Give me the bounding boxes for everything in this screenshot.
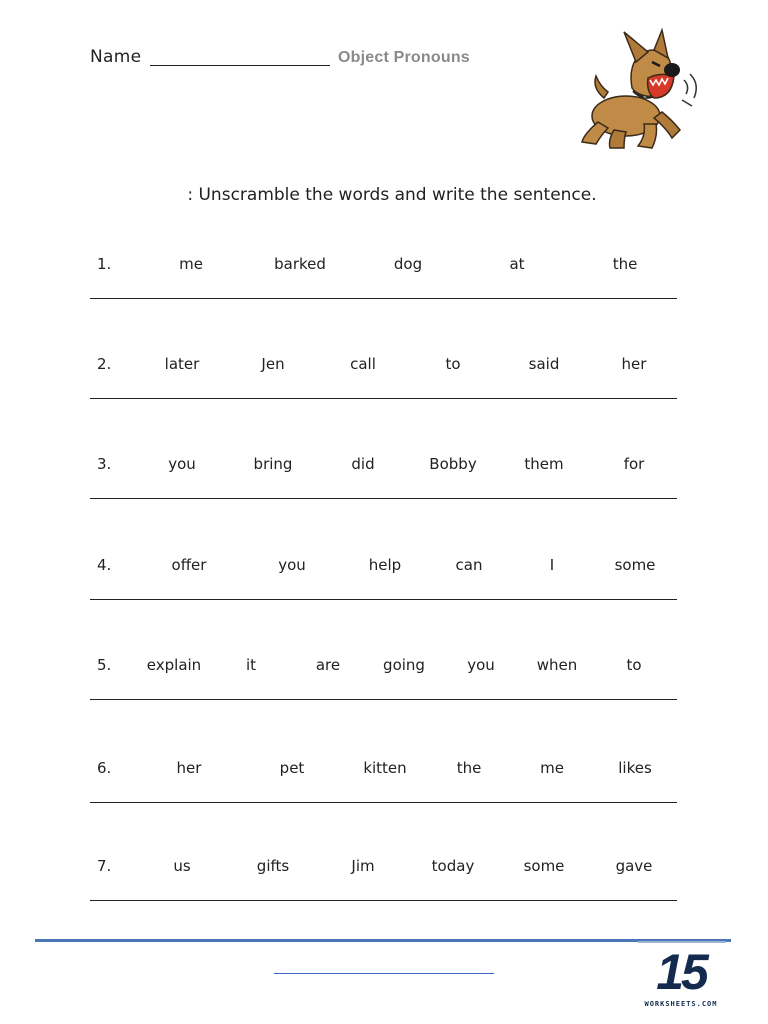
exercise-number: 1. bbox=[97, 255, 112, 273]
footer-link-underline bbox=[274, 973, 494, 974]
answer-line bbox=[90, 599, 677, 600]
scrambled-word: it bbox=[245, 656, 257, 674]
answer-line bbox=[90, 398, 677, 399]
scrambled-word: at bbox=[509, 255, 525, 273]
scrambled-word: going bbox=[383, 656, 425, 674]
answer-line bbox=[90, 298, 677, 299]
instruction-text: : Unscramble the words and write the sentence. bbox=[187, 185, 597, 205]
exercise-row bbox=[90, 556, 677, 656]
scrambled-word: gave bbox=[615, 857, 653, 875]
scrambled-word: me bbox=[540, 759, 564, 777]
scrambled-word: today bbox=[431, 857, 475, 875]
scrambled-word: to bbox=[626, 656, 642, 674]
answer-line bbox=[90, 802, 677, 803]
answer-line bbox=[90, 699, 677, 700]
name-write-line bbox=[150, 65, 330, 66]
scrambled-word: dog bbox=[393, 255, 423, 273]
footer-divider bbox=[35, 939, 731, 942]
scrambled-word: them bbox=[524, 455, 564, 473]
scrambled-word: Bobby bbox=[429, 455, 477, 473]
exercise-row bbox=[90, 255, 677, 355]
logo-number: 15 bbox=[656, 944, 706, 1000]
scrambled-word: you bbox=[168, 455, 196, 473]
scrambled-word: the bbox=[456, 759, 482, 777]
scrambled-word: Jen bbox=[261, 355, 285, 373]
logo-text: WORKSHEETS.COM bbox=[644, 1000, 718, 1008]
scrambled-word: did bbox=[351, 455, 375, 473]
exercise-row bbox=[90, 857, 677, 957]
scrambled-word: likes bbox=[618, 759, 652, 777]
scrambled-word: when bbox=[536, 656, 578, 674]
scrambled-word: said bbox=[528, 355, 560, 373]
scrambled-word: the bbox=[612, 255, 638, 273]
scrambled-word: her bbox=[621, 355, 647, 373]
scrambled-word: bring bbox=[253, 455, 293, 473]
exercise-number: 4. bbox=[97, 556, 112, 574]
exercise-number: 5. bbox=[97, 656, 112, 674]
name-label: Name bbox=[90, 47, 142, 67]
scrambled-word: you bbox=[278, 556, 306, 574]
exercise-row bbox=[90, 656, 677, 756]
scrambled-word: are bbox=[315, 656, 341, 674]
scrambled-word: I bbox=[549, 556, 555, 574]
barking-dog-icon bbox=[574, 28, 704, 154]
scrambled-word: for bbox=[623, 455, 645, 473]
scrambled-word: me bbox=[179, 255, 203, 273]
scrambled-word: us bbox=[173, 857, 191, 875]
exercise-number: 7. bbox=[97, 857, 112, 875]
worksheets-logo bbox=[634, 944, 728, 1016]
scrambled-word: pet bbox=[279, 759, 305, 777]
scrambled-word: gifts bbox=[256, 857, 290, 875]
scrambled-word: kitten bbox=[363, 759, 407, 777]
scrambled-word: can bbox=[455, 556, 483, 574]
scrambled-word: some bbox=[614, 556, 656, 574]
scrambled-word: explain bbox=[146, 656, 202, 674]
scrambled-word: barked bbox=[274, 255, 326, 273]
answer-line bbox=[90, 498, 677, 499]
exercise-number: 3. bbox=[97, 455, 112, 473]
scrambled-word: to bbox=[445, 355, 461, 373]
exercise-row bbox=[90, 759, 677, 859]
exercise-number: 2. bbox=[97, 355, 112, 373]
scrambled-word: her bbox=[176, 759, 202, 777]
scrambled-word: you bbox=[467, 656, 495, 674]
scrambled-word: offer bbox=[171, 556, 207, 574]
logo-bar bbox=[638, 941, 726, 943]
exercise-row bbox=[90, 455, 677, 555]
scrambled-word: later bbox=[164, 355, 200, 373]
exercise-number: 6. bbox=[97, 759, 112, 777]
scrambled-word: call bbox=[350, 355, 376, 373]
scrambled-word: some bbox=[523, 857, 565, 875]
exercise-row bbox=[90, 355, 677, 455]
answer-line bbox=[90, 900, 677, 901]
scrambled-word: help bbox=[368, 556, 402, 574]
scrambled-word: Jim bbox=[351, 857, 375, 875]
worksheet-title: Object Pronouns bbox=[338, 49, 470, 66]
